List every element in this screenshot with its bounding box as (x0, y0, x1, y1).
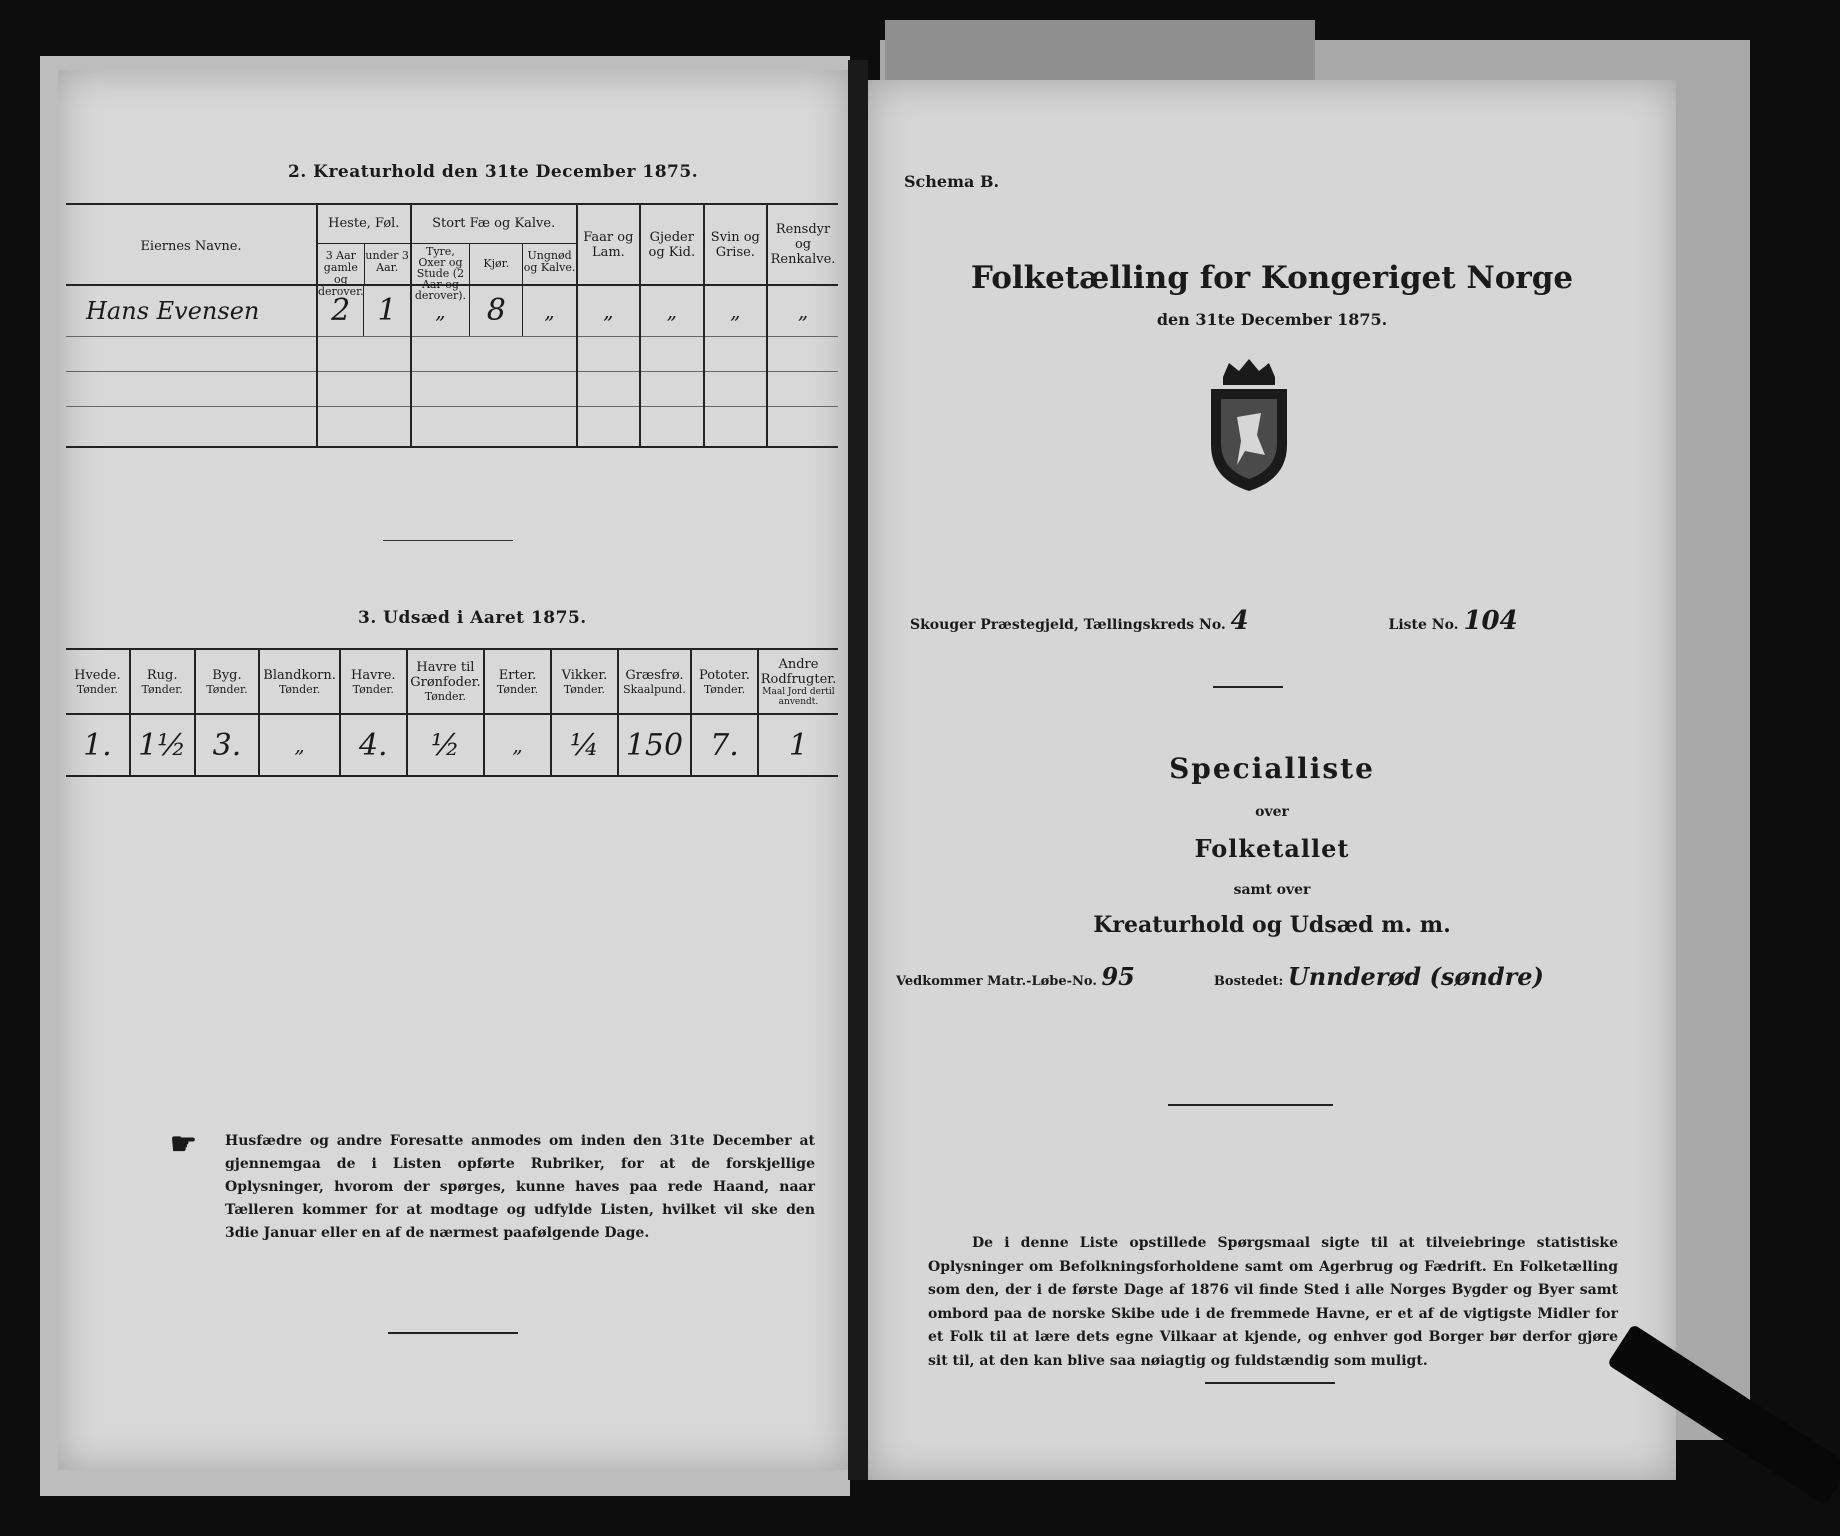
sowing-col-rug: Rug. Tønder. (130, 649, 195, 714)
livestock-table (66, 203, 838, 448)
sowing-col-havre: Havre. Tønder. (340, 649, 407, 714)
sowing-col-hvede: Hvede. Tønder. (74, 667, 121, 696)
col-goats: Gjeder og Kid. (640, 204, 704, 285)
val-reindeer: „ (767, 285, 838, 337)
page-stack-right-tab (885, 20, 1315, 80)
val-bulls: „ (435, 299, 446, 323)
district-value: 4 (1230, 606, 1249, 636)
sowing-val-pototer: 7. (691, 714, 758, 776)
sowing-col-gronfoder: Havre til Grønfoder. Tønder. (407, 649, 484, 714)
matr-label: Vedkommer Matr.-Løbe-No. (896, 974, 1097, 989)
val-sheep: „ (577, 285, 640, 337)
col-sheep: Faar og Lam. (577, 204, 640, 285)
col-pigs: Svin og Grise. (704, 204, 767, 285)
sowing-col-vikker: Vikker. Tønder. (551, 649, 618, 714)
bosted-label: Bostedet: (1213, 974, 1284, 989)
livestock-title: 2. Kreaturhold den 31te December 1875. (288, 162, 699, 182)
sowing-val-rug: 1½ (130, 714, 195, 776)
sowing-table (66, 648, 838, 777)
sowing-val-erter: „ (484, 714, 551, 776)
over-text: over (1255, 804, 1289, 820)
sowing-val-havre: 4. (340, 714, 407, 776)
col-reindeer: Rensdyr og Renkalve. (767, 204, 838, 285)
book-gutter (848, 60, 868, 1480)
col-horse-3yr: 3 Aar gamle og derover. (317, 249, 364, 298)
coat-of-arms-icon (1203, 355, 1295, 495)
location-line (910, 606, 1670, 636)
sowing-val-rodfrugter: 1 (758, 714, 838, 776)
cattle-group-header: Stort Fæ og Kalve. (412, 205, 576, 244)
list-value: 104 (1463, 606, 1518, 636)
separator-1 (383, 540, 513, 541)
cover-date: den 31te December 1875. (1156, 310, 1388, 329)
folketallet-heading: Folketallet (1194, 834, 1350, 863)
sowing-title: 3. Udsæd i Aaret 1875. (358, 608, 587, 628)
samt-over-text: samt over (1233, 882, 1311, 898)
val-horse-under3: 1 (363, 286, 409, 336)
matr-line (896, 962, 1666, 991)
matr-value: 95 (1101, 962, 1135, 991)
sowing-col-pototer: Pototer. Tønder. (691, 649, 758, 714)
sowing-col-erter: Erter. Tønder. (484, 649, 551, 714)
separator-5 (1205, 1382, 1335, 1384)
val-horse-3yr: 2 (331, 293, 351, 328)
livestock-row (66, 285, 838, 337)
sowing-val-blandkorn: „ (259, 714, 339, 776)
right-page (868, 80, 1676, 1480)
sowing-col-blandkorn: Blandkorn. Tønder. (259, 649, 339, 714)
sowing-val-hvede: 1. (83, 727, 112, 763)
val-pigs: „ (704, 285, 767, 337)
schema-label: Schema B. (904, 172, 1000, 191)
col-young-cattle: Ungnød og Kalve. (522, 244, 575, 284)
col-horse-under3: under 3 Aar. (364, 244, 410, 284)
val-young-cattle: „ (522, 286, 575, 336)
col-bulls: Tyre, Oxer og Stude (2 Aar og derover). (414, 245, 467, 302)
specialliste-heading: Specialliste (1169, 752, 1375, 785)
list-label: Liste No. (1388, 617, 1459, 633)
separator-3 (1213, 686, 1283, 688)
kreaturhold-heading: Kreaturhold og Udsæd m. m. (1093, 912, 1451, 938)
intro-text: De i denne Liste opstillede Spørgsmaal sigte til at tilveiebringe statistiske Oplysninger om Befolkningsforholdene samt om Agerbrug og Fædrift. En Folketælling som den, der i de første Dage af 1876 vil finde Sted i alle Norges Bygder og Byer samt ombord paa de norske Skibe ude i de fremmede Havne, er et af de vigtigste Midler for et Folk til at lære dets egne Vilkaar at kjende, og enhver god Borger bør derfor gjøre sit til, at den kan blive saa nøiagtig og fuldstændig som muligt. (928, 1235, 1618, 1369)
sowing-val-graesfro: 150 (618, 714, 691, 776)
sowing-val-byg: 3. (195, 714, 260, 776)
parish-label: Skouger Præstegjeld, (910, 617, 1079, 633)
sowing-col-graesfro: Græsfrø. Skaalpund. (618, 649, 691, 714)
cover-title: Folketælling for Kongeriget Norge (970, 260, 1574, 296)
sowing-val-gronfoder: ½ (407, 714, 484, 776)
notice-text: Husfædre og andre Foresatte anmodes om inden den 31te December at gjennemgaa de i Listen opførte Rubriker, for at de forskjellige Oplysninger, hvorom der spørges, kunne haves paa rede Haand, naar Tælleren kommer for at modtage og udfylde Listen, hvilket vil ske den 3die Januar eller en af de nærmest paafølgende Dage. (225, 1133, 815, 1241)
val-goats: „ (640, 285, 704, 337)
horse-group-header: Heste, Føl. (318, 205, 410, 244)
sowing-col-byg: Byg. Tønder. (195, 649, 260, 714)
val-cows: 8 (469, 286, 522, 336)
sowing-val-vikker: ¼ (551, 714, 618, 776)
sowing-row (66, 714, 838, 776)
owner-col-header: Eiernes Navne. (140, 239, 242, 254)
bosted-value: Unnderød (søndre) (1287, 962, 1544, 991)
district-label: Tællingskreds No. (1083, 617, 1226, 633)
owner-name: Hans Evensen (86, 297, 260, 325)
sowing-col-rodfrugter: Andre Rodfrugter. Maal Jord dertil anvendt. (758, 649, 838, 714)
separator-2 (388, 1332, 518, 1334)
left-page (58, 70, 848, 1470)
pointing-hand-icon: ☛ (170, 1127, 197, 1162)
separator-4 (1168, 1104, 1333, 1106)
col-cows: Kjør. (469, 244, 522, 284)
